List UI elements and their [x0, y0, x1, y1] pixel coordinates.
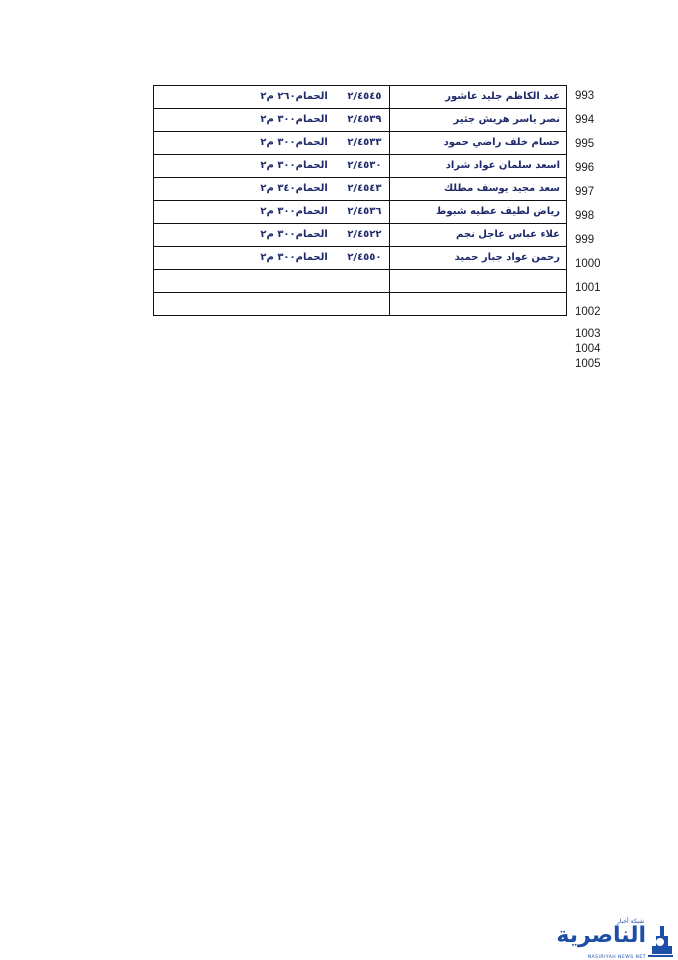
plot-details-cell [154, 86, 390, 109]
row-number: 997 [575, 186, 595, 198]
row-number: 994 [575, 114, 595, 126]
person-name [390, 270, 567, 293]
plot-number: ٢/٤٥٤٥ [347, 91, 382, 102]
table-row [154, 224, 567, 247]
plot-size: ٢٦٠ م٢ [260, 91, 296, 102]
person-name: عبد الكاظم جليد عاشور [390, 86, 567, 109]
plot-size: ٣٠٠ م٢ [260, 229, 296, 240]
table-row [154, 270, 567, 293]
table-row [154, 109, 567, 132]
plot-size: ٣٠٠ م٢ [260, 252, 296, 263]
row-number: 1004 [575, 343, 601, 355]
plot-details-cell [154, 132, 390, 155]
table-row [154, 201, 567, 224]
table-row [154, 155, 567, 178]
area-name: الحمام [295, 114, 328, 125]
table-row [154, 132, 567, 155]
plot-number: ٢/٤٥٢٢ [347, 229, 382, 240]
plot-size: ٣٠٠ م٢ [260, 206, 296, 217]
plot-size: ٣٠٠ م٢ [260, 160, 296, 171]
plot-number: ٢/٤٥٤٣ [347, 183, 382, 194]
person-name: اسعد سلمان عواد شراد [390, 155, 567, 178]
site-logo [546, 918, 676, 960]
plot-details-cell [154, 109, 390, 132]
plot-details-cell [154, 247, 390, 270]
row-number: 995 [575, 138, 595, 150]
person-name: حسام خلف راضي حمود [390, 132, 567, 155]
area-name: الحمام [295, 91, 328, 102]
person-name: رياض لطيف عطيه شبوط [390, 201, 567, 224]
ziggurat-logo-icon [646, 920, 674, 958]
allocation-table [153, 85, 567, 316]
table-row [154, 247, 567, 270]
plot-details-cell [154, 178, 390, 201]
row-number: 996 [575, 162, 595, 174]
allocation-table-body [154, 86, 567, 316]
plot-details-cell [154, 270, 390, 293]
plot-size: ٣٠٠ م٢ [260, 137, 296, 148]
table-row [154, 293, 567, 316]
row-number: 1001 [575, 282, 601, 294]
plot-details-cell [154, 155, 390, 178]
row-number: 1000 [575, 258, 601, 270]
row-number: 1005 [575, 358, 601, 370]
row-number: 998 [575, 210, 595, 222]
row-number: 999 [575, 234, 595, 246]
row-number: 1003 [575, 328, 601, 340]
plot-number: ٢/٤٥٣٩ [347, 114, 382, 125]
plot-details-cell [154, 293, 390, 316]
plot-number: ٢/٤٥٥٠ [347, 252, 382, 263]
person-name: رحمن عواد جبار حميد [390, 247, 567, 270]
area-name: الحمام [295, 206, 328, 217]
area-name: الحمام [295, 137, 328, 148]
plot-details-cell [154, 224, 390, 247]
row-number: 1002 [575, 306, 601, 318]
plot-size: ٣٠٠ م٢ [260, 114, 296, 125]
plot-number: ٢/٤٥٣٣ [347, 137, 382, 148]
logo-caption-en: NASIRIYAH NEWS NET [587, 955, 646, 960]
area-name: الحمام [295, 252, 328, 263]
logo-caption: شبكة أخبار [616, 918, 644, 925]
person-name: نصر ياسر هريش جثير [390, 109, 567, 132]
plot-number: ٢/٤٥٣٠ [347, 160, 382, 171]
row-number: 993 [575, 90, 595, 102]
table-row [154, 86, 567, 109]
person-name: علاء عباس عاجل نجم [390, 224, 567, 247]
person-name [390, 293, 567, 316]
plot-size: ٣٤٠ م٢ [260, 183, 296, 194]
logo-wordmark: الناصرية [556, 923, 646, 948]
area-name: الحمام [295, 160, 328, 171]
table-row [154, 178, 567, 201]
plot-details-cell [154, 201, 390, 224]
plot-number: ٢/٤٥٣٦ [347, 206, 382, 217]
area-name: الحمام [295, 229, 328, 240]
area-name: الحمام [295, 183, 328, 194]
person-name: سعد مجيد يوسف مطلك [390, 178, 567, 201]
